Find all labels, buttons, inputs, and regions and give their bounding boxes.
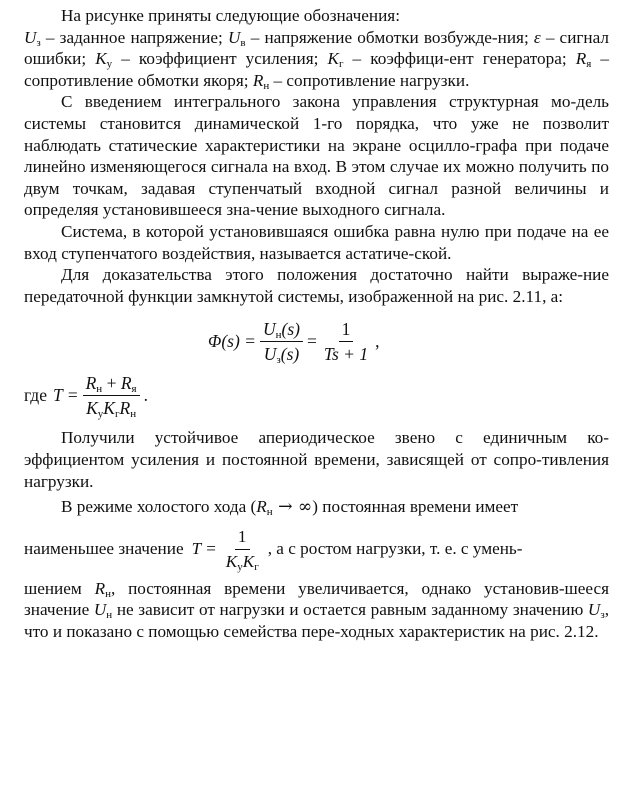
fraction-first-order: $\frac{1}{Ts + 1}$ <box>323 319 369 365</box>
min-time-constant-line: наименьшее значение T = $\frac{1}{K_уK_г}$ , а с ростом нагрузки, т. е. с умень- <box>24 526 523 573</box>
fraction-time-constant: $\frac{R_н + R_я}{K_уK_гR_н}$ <box>83 373 140 418</box>
paragraph-proof-intro: Для доказательства этого положения достаточно найти выраже-ние передаточной функции замкнутой системы, изображенной на рис. 2.11, а: <box>24 265 609 306</box>
paragraph-load-effect: шением $R_н$, постоянная времени увеличивается, однако установив-шееся значение $U_н$ не зависит от нагрузки и остается равным заданному значению $U_з$, что и показано с помощью семейства пере-ходных характеристик на рис. 2.12. <box>24 578 610 641</box>
time-constant-formula: где T = $\frac{R_н + R_я}{K_уK_гR_н}$ . <box>24 373 148 421</box>
transfer-function-formula: Φ(s) = $\frac{U_н(s)}{U_з(s)}$ = $\frac{1}{Ts + 1}$ , <box>208 319 380 367</box>
paragraph-idle-mode: В режиме холостого хода ($R_н$ → ∞) постоянная времени имеет <box>61 497 519 519</box>
fraction-un-uz: $\frac{U_н(s)}{U_з(s)}$ <box>260 319 303 364</box>
paragraph-notation: На рисунке приняты следующие обозначения: $U_з$ – заданное напряжение; $U_в$ – напряжение обмотки возбужде-ния; ε – сигнал ошибки; $K_у$ – коэффициент усиления; $K_г$ – коэффици-ент генератора; $R_я$ – сопротивление обмотки якоря; $R_н$ – сопротивление нагрузки. <box>24 6 609 92</box>
paragraph-aperiodic-link: Получили устойчивое апериодическое звено с единичным ко-эффициентом усиления и постоянной времени, зависящей от сопро-тивления нагрузки. <box>24 428 609 491</box>
paragraph-astatic-definition: Система, в которой установившаяся ошибка равна нулю при подаче на ее вход ступенчатого воздействия, называется астатиче-ской. <box>24 221 609 263</box>
fraction-min-time-constant: $\frac{1}{K_уK_г}$ <box>225 526 259 573</box>
paragraph-integral-law: С введением интегрального закона управления структурная мо-дель системы становится динамической 1-го порядка, что уже не позволит наблюдать статические характеристики на экране осцилло-графа при подаче линейно изменяющегося сигнала на вход. В этом случае их можно получить по двум точкам, задавая ступенчатый входной сигнал разной величины и определяя установившееся зна-чение выходного сигнала. <box>24 92 609 220</box>
